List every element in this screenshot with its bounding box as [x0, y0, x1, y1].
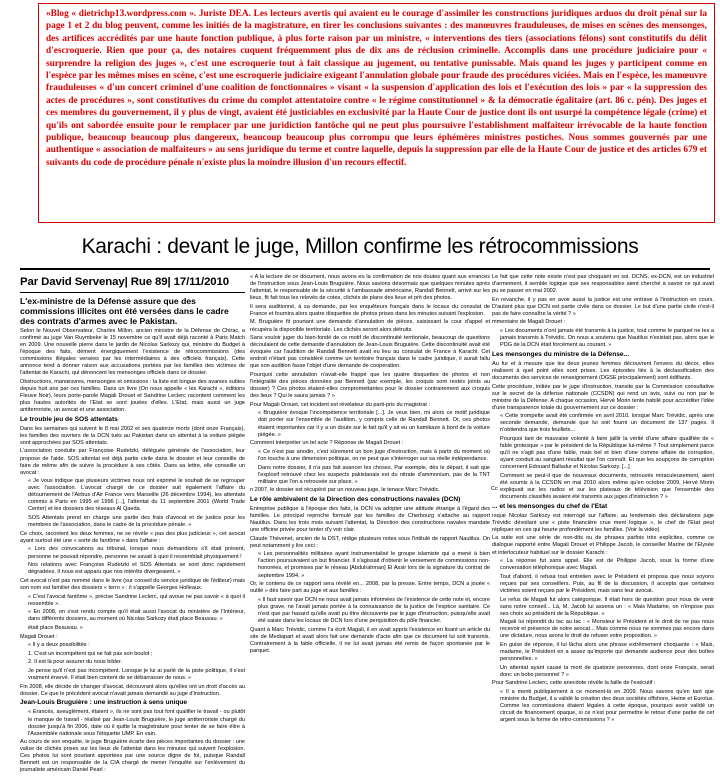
body-paragraph: Ce choix, racontent les deux femmes, ne se révèle « pas des plus judicieux », cet avocat ayant surtout été une « sorte de fantôme » dans l'affaire :	[20, 530, 245, 544]
quote-paragraph: En guise de réponse, il lui lâcha alors une phrase extrêmement choquante : « Mais, madame, le Président en a assez qu'importe qui demande audience pour des boîtes personnelles. »	[500, 642, 714, 663]
quote-paragraph: « Cette trompette avait été confirmée en avril 2010, lorsque Marc Trévidic, après une seconde demande, demande que lui soit fourni un document de 137 pages. Il n'obtiendra que trois feuillets...	[500, 413, 714, 434]
quote-paragraph: « La réponse fut sans appel. Elle est de Philippe Jacob, sous la forme d'une conversation téléphonique avec Magali.	[500, 558, 714, 572]
byline-rule	[20, 292, 245, 293]
quote-paragraph: « Il a menti publiquement à ce moment-là en 2009. Nous savons qu'en tant que ministre du Budget, il a validé la création des deux sociétés offshore, Heine et Eurolux. Comme les commissions étaient légales à cette époque, pourquoi avoir validé un circuit de financement opaque, si ce n'est pour permettre le retour d'une partie de cet argent sous la forme de rétro-commissions ? »	[500, 689, 714, 724]
body-paragraph: Sans vouloir juger du bien-fondé de ce motif de discontinuité territoriale, beaucoup de questions découlaient de cette demande d'annulation de Jean-Louis Bruguière. Cette discontinuité avait été évoquée car l'audition de Randall Bennett avait eu lieu au consulat de France à Karachi. Cet endroit n'étant pas considéré comme un territoire français dans le cadre juridique, il aurait fallu que son audition fasse l'objet d'une demande de coopération.	[250, 335, 490, 370]
quote-paragraph: « Ce n'est pas anodin, c'est sûrement un bon juge d'instruction, mais à partir du moment où l'on touche à une dimension politique, on ne peut que s'interroger sur sa réelle indépendance.	[258, 448, 490, 462]
section-heading: ... et les mensonges du chef de l'Etat	[492, 502, 608, 510]
body-paragraph: Cette procédure, initiée par le juge d'instruction, transite par la Commission consultative sur le secret de la défense nationale (CCSDN) qui rend un avis, suivi ou non par le ministre de la Défense. A chaque occasion, Hervé Morin tente habilé pour accréditer l'idée d'une transparence totale du gouvernement sur ce dossier :	[492, 383, 714, 411]
article-headline: Karachi : devant le juge, Millon confirme les rétrocommissions	[81, 235, 639, 258]
quote-paragraph: Je pense qu'il n'est pas incompétent. Lorsque je lui ai parlé de la piste politique, il s'est vraiment énervé. Il était bien content de se débarrasser de nous. »	[28, 668, 245, 682]
quote-paragraph: « C'est l'avocat fantôme », précise Sandrine Leclerc, qui avoue ne pas savoir « à quoi il ressemble ».	[28, 593, 245, 607]
body-paragraph: Or, le contenu de ce rapport sera révélé en... 2008, par la presse. Entre temps, DCN a jouée « outilé » dès faire part au juge et aux familles :	[250, 581, 490, 595]
quote-paragraph: « En 2008, on s'est rendu compte qu'il était aussi l'avocat du ministère de l'Intérieur, dans différents dossiers, au moment où Nicolas Sarkozy était place Beauvau. »	[28, 609, 245, 623]
section-heading: Les mensonges du ministre de la Défense...	[492, 350, 630, 358]
body-paragraph: Fin 2008, elle décide de changer d'avocat, découvrant alors qu'elles ont un droit d'accès au dossier. Ce que le précédent avocat n'avait jamais demandé au juge d'instruction.	[20, 683, 245, 697]
quote-paragraph: « Bruguière évoque l'incompétence territoriale [...]. Je veux bien, mi alors ce motif juridique doit porter sur l'ensemble de l'audition, y compris celle de Randall Bennett. Or, ces photos étaient importantes car il y a un doute sur le fait qu'il y ait eu un kamikaze à bord de la voiture piégée. »	[258, 410, 490, 438]
stray-mark: Cc	[491, 486, 498, 492]
quote-paragraph: 2. Il est là pour assurer du nous bilder.	[28, 659, 123, 666]
quote-paragraph: « Lors des convocations au tribunal, lorsque nous demandions s'il était présent, personne ne pouvait répondre, personne ne savait à quoi il ressemblait physiquement !	[28, 546, 245, 560]
body-paragraph: Obstructions, manœuvres, mensonges et omissions : la liste est longue des avanies subies depuis huit ans par ces familles. Dans un livre (On nous appelle « les Karachi », éditions Fleuve Noir), leurs porte-parole Magali Drouet et Sandrine Leclerc racontent comment les plus hautes autorités de l'Etat se sont jouées d'elles. L'Etat, mais aussi un juge antiterroriste, un avocat et une association.	[20, 378, 245, 414]
quote-paragraph: « Les documents n'ont jamais été transmis à la justice, tout comme le parquet ne les a jamais transmis à Trévidic. On nous a soutenu que Nautilus n'existait pas, alors que le PDG de la DCN était forcément au courant. »	[500, 328, 714, 349]
body-paragraph: L'association conduite par Françoise Rudetzki, déléguée générale de l'association, leur propose de l'aide. SOS attentat est déjà partie civile dans le dossier et leur conseille de faire de même afin de suivre la procédure à ses côtés. Dans sa lettre, elle conseille un avocat :	[20, 448, 245, 476]
body-paragraph: Claude Thévenet, ancien de la DST, rédige plusieurs notes sous l'intitulé de rapport Nautilus. On peut notamment y lire ceci :	[250, 535, 490, 549]
body-paragraph: En revanche, il y pas en avoir aussi la justice est une entrave à l'instruction en cours. D'autant plus que DCN est partie civile dans ce dossier. Le but d'une partie civile n'est-il pas de faire connaître la vérité ? »	[492, 296, 714, 317]
quote-paragraph: SOS Attentats prend en charge une partie des frais d'avocat et de justice pour les membres de l'association, dans le cadre de la procédure pénale. »	[28, 515, 245, 529]
quote-paragraph: Le refus de Magali fut alors catégorique. Il était hors de question pour nous de venir sans notre conseil... Là, M. Jacob lui assena un : « Mais Madame, on n'impose pas ses choix au président de la République. »	[500, 596, 714, 617]
quote-paragraph: Comment se peut-il que de nouveaux documents, retrouvés miraculeusement, aient été soumis à la CCSDN en mai 2010 alors même qu'en octobre 2009, Hervé Morin expliquait sur les radios et sur les plateaux de télévision que l'ensemble des documents classifiés avaient été transmis aux juges d'instruction ? »	[500, 472, 714, 501]
quote-paragraph: « Je vous indique que plusieurs victimes nous ont exprimé le souhait de se regrouper avec l'association. L'avocat chargé de ce dossier suit également l'affaire du détournement de l'Airbus d'Air France vers Marseille (26 décembre 1994), les attentats commis à Paris en 1995 et 1996 [...], l'attentat du 11 septembre 2001 (World Trade Center) et les dossiers des réseaux Al Qaeda.	[28, 478, 245, 513]
body-paragraph: M. Bruguière fit pourtant une demande d'annulation de pièces, saisissant la cour d'appel et récupéra la disponible territoriale. Les clichés seront alors détruits.	[250, 319, 490, 333]
body-paragraph: Cet avocat n'est pas nommé dans le livre (sur conseil du service juridique de l'éditeur) mais son nom est familier des dossiers « terro » : il s'appelle Georges Holleaux.	[20, 577, 245, 591]
quote-paragraph: 1. C'est un incompétent qui ne fait pas son boulot ;	[28, 650, 153, 657]
quote-paragraph: Un attentat ayant causé la mort de quatorze personnes, dont onze Français, serait donc un bobo personnel ? »	[500, 664, 714, 678]
blog-preface-box	[38, 3, 715, 223]
body-paragraph: Selon le Nouvel Observateur, Charles Millon, ancien ministre de la Défense de Chirac, a confirmé au juge Van Ruymbeke le 15 novembre ce qu'il avait déjà raconté à Paris Match en 2009. Une nouvelle pierre dans le jardin de Nicolas Sarkozy qui, ministre du Budget à l'époque des faits, dément énergiquement l'existence de rétrocommissions (des commissions illégales versées par les intermédiaires à des officiels français). Cette annonce tend à donner raison aux accusations portées par les familles des victimes de l'attentat de Karachi, qui dénoncent les mensonges officiels dans ce dossier.	[20, 328, 245, 377]
body-paragraph: Pour Sandrine Leclerc, cette anecdote révèle la faille de l'exécutif :	[492, 680, 656, 687]
quote-paragraph: « Erancés, aveuglément, étaient », ils ne sont pas tout font qualifier le travail - ou plutôt le manque de travail - réalisé par Jean-Louis Bruguière, le juge antiterroriste chargé du dossier jusqu'à fin 2006, date où il quitte la magistrature pour tenter de se faire élire à l'Assemblée nationale sous l'étiquette UMP. En vain.	[28, 709, 245, 737]
quote-paragraph: « Il y a deux possibilités :	[28, 642, 90, 649]
article-column-2	[250, 274, 490, 774]
headline-rule	[20, 268, 710, 270]
article-column-1	[20, 274, 245, 774]
body-paragraph: mmentaire de Magali Drouet :	[492, 319, 566, 326]
article-byline: Par David Servenay| Rue 89| 17/11/2010	[20, 276, 230, 288]
blog-preface-text: «Blog « dietrichp13.wordpress.com ». Juriste DEA. Les lecteurs avertis qui avaient eu le courage d'assimiler les constructions juridiques arduos du droit pénal sur la page 1 et 2 du blog peuvent, comme les initiés de la magistrature, en tirer les conclusions suivantes : des manœuvres frauduleuses, de mises en scènes des mensonges, des artifices accrédités par une haute fonction publique, à plus forte raison par un ministre, « interventions des tiers (associations félons) sont constitutifs du délit d'escroquerie. Rien que pour ça, des notaires cuquent fréquemment plus de dix ans de réclusion criminelle. Accomplis dans une procédure judiciaire pour « surprendre la religion des juges », c'est une escroquerie tout à fait classique au jugement, ou tentative punissable. Mais quand les juges y participent comme en l'espèce par les mêmes mises en scène, c'est une escroquerie judiciaire exigeant l'annulation globale pour fraude des procédures viciées. Mais en l'espèce, les manœuvre frauduleuses « d'un concert criminel d'une coalition de fonctionnaires » visant « la suspension d'application des lois et l'exécution des lois » par « la suppression des actes de procédures », sont constitutives du crime du complot attentatoire contre « le régime constitutionnel » & la démocratie égalitaire (art. 86 c. pén). Des juges et ces membres du gouvernement, il y plus de vingt, avaient été justiciables en exclusivité par la Haute Cour de justice dont ils ont usurpé la compétence légale (crime) et qu'ils ont sabordée ensuite pour le remplacer par une juridiction fantôche qui ne peut plus poursuivre l'establishment malfaiteur irrévocable de la haute fonction publique, beaucoup beaucoup plus dangereux, beaucoup beaucoup plus corrompu que leurs éphémères ministres postiches. Nous sommes gouvernés par une authentique « association de malfaiteurs » au sens juridique du terme et contre laquelle, depuis la suppression par elle de la Haute Cour de justice et des articles 679 et suivants du code de procédure pénale n'existe plus la moindre illusion d'un recours effectif.	[46, 9, 707, 168]
body-paragraph: Comment interpréter un tel acte ? Réponse de Magali Drouet :	[250, 440, 404, 447]
quote-paragraph: Pourquoi tant de mauvaise volonté à faire jaillir la vérité d'une affaire qualifiée de « fable grotesque » par le président de la République lui-même ? Tout simplement parce qu'il ne s'agit pas d'une fable, mais bel et bien d'une comme affaire de corruption, ayant conduit au sanglant résultat que l'on connaît. Et que les soupçons de corruption concernent Edouard Balladur et Nicolas Sarkozy. [...]	[500, 436, 714, 471]
body-paragraph: Il sera auditionné, à sa demande, par les enquêteurs français dans le locaux du consulat de France et fournira alors quatre disquettes de photos prises dans les minutes suivant l'explosion.	[250, 303, 490, 317]
quote-paragraph: « Les personnalités militaires ayant instrumentalisé le groupe islamiste qui a mené à bien l'action poursuivaient un but financier. Il s'agissait d'obtenir le versement de commissions non-honorées, et promises par le réseau [Abdulrahman] El Assir lors de la signature du contrat de septembre 1994. »	[258, 551, 490, 579]
body-paragraph: Au fur et à mesure que les deux jeunes femmes découvrent l'envers du décor, elles réalisent à quel point elles sont prises. Les épisodes liés à la déclassification des documents des services de renseignement (DGSE principalement) sont édifiants.	[492, 360, 714, 381]
body-paragraph: Pourquoi cette annulation n'avait-elle frappé que les quatre disquettes de photos et non l'intégralité des pièces données par Bennett (par exemple, les croquis sont restés joints au dossier) ? Ces photos étaient-elles compromettantes pour le dossier contrairement aux croquis des lieux ? Qui le saura jamais ? »	[250, 371, 490, 400]
body-paragraph: Pour Magali Drouet, cet incident est révélateur du parti-pris du magistrat :	[250, 401, 431, 408]
body-paragraph: Magali Drouet :	[20, 633, 58, 640]
quote-paragraph: Magali lui répondit du tac au tac : « Monsieur le Président et le droit de ne pas nous recevoir et présence de notre avocat... Mais comme nous ne sommes pas encore dans une dictature, nous avons le droit de refuser votre proposition. »	[500, 619, 714, 640]
article-column-3	[492, 274, 714, 774]
quote-paragraph: « Il faut savoir que DCN ne nous avait jamais informées de l'existence de cette note et, encore plus grave, ne l'avait jamais portée à la connaissance de la justice de l'espèce sanitaire. Ce n'est que par hasard qu'elle avait pu être découverte par le juge d'instruction, puisqu'elle avait été saisie dans les locaux de DCN lors d'une perquisition du pôle financier.	[258, 596, 490, 624]
body-paragraph: Le fait que cette note existe n'est pas choquant en soi. DCNS, ex-DCN, est un industriel d'armement, il semble logique que ses responsables aient cherché à savoir ce qui avait pu se passer en mai 2002.	[492, 274, 714, 295]
body-paragraph: rsque Nicolas Sarkozy est interrogé sur l'affaire, au lendemain des déclarations juge Trévidic dévoilant une « piste financière crue ment logique », le chef de l'Etat peut répliquer en ces qui heurte profondément les familles. (Voir la vidéo)	[492, 512, 714, 533]
quote-paragraph: Dans notre dossier, il n'a pas fait avancer les choses. Par exemple, dès le départ, il sait que l'explosif retrouvé chez les suspects pakistanais est du nitrate d'ammonium, pas de la TNT militaire que l'on a retrouvée sur place. »	[258, 464, 490, 485]
quote-paragraph: était place Beauvau. »	[28, 624, 83, 631]
body-paragraph: Au cours de son enquête, le juge Bruguière écarte des pièces importantes du dossier : une valise de clichés prises sur les lieux de l'attentat dans les minutes qui suivent l'explosion. Ces photos lui sont pourtant apportées par une source digne de foi, puisque Randall Bennett est un responsable de la CIA chargé de mener l'enquête sur l'enlèvement du journaliste américain Daniel Pearl :	[20, 739, 245, 774]
body-paragraph: La suite est une série de non-dits ou de phrases parfois très explicites, comme ce dialogue rapporté entre Magali Drouet et Philippe Jacob, le conseiller Marine de l'Elysée et interlocuteur habituel sur le dossier Karachi :	[492, 535, 714, 556]
body-paragraph: Quant à Marc Trévidic, comme l'a écrit Magali, il en avait appris l'existence en lisant un article du site de Mediapart et avait alors fait une demande d'acte afin que ce document lui soit transmis. Contrairement à la fable officielle, il ne lui avait jamais été remis de façon spontanée par le parquet.	[250, 626, 490, 654]
section-heading: Jean-Louis Bruguière : une instruction à sens unique	[20, 699, 188, 707]
section-heading: Le trouble jeu de SOS attentats	[20, 415, 118, 423]
section-heading: Le rôle ambivalent de la Direction des constructions navales (DCN)	[250, 495, 461, 503]
article-standfirst: L'ex-ministre de la Défense assure que des commissions illicites ont été versées dans le cadre des contrats d'armes avec le Pakistan.	[20, 296, 229, 326]
quote-paragraph: Tout d'abord, il refusa tout entretien avec le Président et proposa que nous soyons reçues par ses conseillers. Puis, au fil de la discussion, il accepta que certaines victimes soient reçues par le Président, mais sans leur avocat.	[500, 573, 714, 594]
quote-paragraph: Nos relations avec Françoise Rudetzki et SOS Attentats se sont donc rapidement dégradées. Il nous est apparu que nos intérêts divergeaient. »	[28, 562, 245, 576]
body-paragraph: n 2007, le dossier est récupéré par un nouveau juge, le tenace Marc Trévidic.	[250, 487, 440, 494]
body-paragraph: Dans les semaines qui suivent le 8 mai 2002 et ses quatorze morts (dont onze Français), les familles des ouvriers de la DCN tués au Pakistan dans un attentat à la voiture piégée sont approchées par SOS attentats.	[20, 425, 245, 446]
body-paragraph: Entreprise publique à l'époque des faits, la DCN va adopter une attitude étrange à l'égard des familles. Le principal reproche formulé par les familles de Cherbourg s'attache au rapport Nautilus. Dans les trois mois suivant l'attentat, la Direction des constructions navales mandate une officine privée pour tenter d'y voir clair.	[250, 505, 490, 534]
body-paragraph: « A la lecture de ce document, nous avons eu la confirmation de nos doutes quant aux errances de l'instruction sous Jean-Louis Bruguière. Nous savions désormais que quelques minutes après l'attentat, le responsable de la sécurité à l'ambassade américaine, Randall Bennett, arrivé sur les lieux, fit fait tous les relevés de cotes, clichés de plans des lieux et prit des photos.	[250, 274, 490, 302]
